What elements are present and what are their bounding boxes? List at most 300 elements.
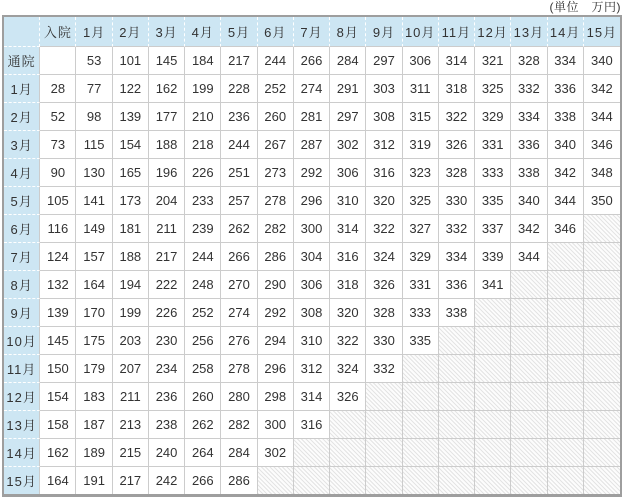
- value-cell: 342: [584, 75, 620, 103]
- value-cell: 286: [258, 243, 294, 271]
- row-header: 4月: [4, 159, 40, 187]
- value-cell: 312: [366, 131, 402, 159]
- empty-cell: [548, 411, 584, 439]
- value-cell: 98: [76, 103, 112, 131]
- value-cell: 252: [185, 299, 221, 327]
- value-cell: 188: [113, 243, 149, 271]
- value-cell: 315: [403, 103, 439, 131]
- value-cell: 330: [366, 327, 402, 355]
- table-head: [4, 17, 620, 47]
- value-cell: 217: [149, 243, 185, 271]
- value-cell: 162: [40, 439, 76, 467]
- value-cell: 28: [40, 75, 76, 103]
- col-header: 9月: [366, 17, 402, 47]
- value-cell: 73: [40, 131, 76, 159]
- value-cell: 211: [113, 383, 149, 411]
- row-header: 13月: [4, 411, 40, 439]
- empty-cell: [548, 243, 584, 271]
- value-cell: 332: [439, 215, 475, 243]
- table-row: [4, 187, 620, 215]
- empty-cell: [258, 467, 294, 494]
- value-cell: 340: [584, 47, 620, 75]
- value-cell: 282: [221, 411, 257, 439]
- empty-cell: [584, 215, 620, 243]
- value-cell: 266: [185, 467, 221, 494]
- value-cell: 341: [475, 271, 511, 299]
- empty-cell: [403, 355, 439, 383]
- value-cell: 291: [330, 75, 366, 103]
- value-cell: 304: [294, 243, 330, 271]
- value-cell: 323: [403, 159, 439, 187]
- row-header: 2月: [4, 103, 40, 131]
- value-cell: 318: [330, 271, 366, 299]
- empty-cell: [511, 411, 547, 439]
- value-cell: 149: [76, 215, 112, 243]
- empty-cell: [511, 383, 547, 411]
- row-header: 10月: [4, 327, 40, 355]
- value-cell: 258: [185, 355, 221, 383]
- empty-cell: [439, 355, 475, 383]
- empty-cell: [403, 411, 439, 439]
- value-cell: 300: [294, 215, 330, 243]
- value-cell: 266: [294, 47, 330, 75]
- table-row: [4, 439, 620, 467]
- value-cell: 284: [221, 439, 257, 467]
- col-header: 1月: [76, 17, 112, 47]
- value-cell: 257: [221, 187, 257, 215]
- value-cell: 244: [221, 131, 257, 159]
- value-cell: 188: [149, 131, 185, 159]
- value-cell: 132: [40, 271, 76, 299]
- col-header: 15月: [584, 17, 620, 47]
- empty-cell: [584, 467, 620, 494]
- empty-cell: [475, 411, 511, 439]
- value-cell: 242: [149, 467, 185, 494]
- value-cell: 274: [294, 75, 330, 103]
- empty-cell: [330, 439, 366, 467]
- value-cell: 338: [439, 299, 475, 327]
- value-cell: 326: [330, 383, 366, 411]
- value-cell: 344: [511, 243, 547, 271]
- empty-cell: [475, 467, 511, 494]
- value-cell: 145: [149, 47, 185, 75]
- col-header: 5月: [221, 17, 257, 47]
- value-cell: 262: [221, 215, 257, 243]
- value-cell: 211: [149, 215, 185, 243]
- empty-cell: [294, 439, 330, 467]
- value-cell: 296: [258, 355, 294, 383]
- empty-cell: [439, 411, 475, 439]
- value-cell: 52: [40, 103, 76, 131]
- empty-cell: [475, 383, 511, 411]
- value-cell: 157: [76, 243, 112, 271]
- table-row: [4, 383, 620, 411]
- value-cell: 346: [548, 215, 584, 243]
- value-cell: 308: [294, 299, 330, 327]
- value-cell: 233: [185, 187, 221, 215]
- value-cell: 348: [584, 159, 620, 187]
- empty-cell: [511, 439, 547, 467]
- empty-cell: [548, 467, 584, 494]
- value-cell: 325: [403, 187, 439, 215]
- value-cell: 336: [511, 131, 547, 159]
- value-cell: 314: [439, 47, 475, 75]
- value-cell: 162: [149, 75, 185, 103]
- value-cell: 222: [149, 271, 185, 299]
- value-cell: 339: [475, 243, 511, 271]
- value-cell: 154: [40, 383, 76, 411]
- empty-cell: [548, 327, 584, 355]
- value-cell: 302: [330, 131, 366, 159]
- value-cell: 320: [330, 299, 366, 327]
- row-header: 6月: [4, 215, 40, 243]
- value-cell: 316: [294, 411, 330, 439]
- value-cell: 154: [113, 131, 149, 159]
- empty-cell: [548, 299, 584, 327]
- empty-cell: [439, 467, 475, 494]
- value-cell: 101: [113, 47, 149, 75]
- empty-cell: [548, 271, 584, 299]
- value-cell: 244: [185, 243, 221, 271]
- empty-cell: [584, 299, 620, 327]
- value-cell: 203: [113, 327, 149, 355]
- value-cell: 240: [149, 439, 185, 467]
- value-cell: 310: [294, 327, 330, 355]
- value-cell: 238: [149, 411, 185, 439]
- empty-cell: [511, 271, 547, 299]
- value-cell: 273: [258, 159, 294, 187]
- value-cell: 236: [149, 383, 185, 411]
- table-row: [4, 467, 620, 494]
- value-cell: 218: [185, 131, 221, 159]
- value-cell: 337: [475, 215, 511, 243]
- unit-label: (単位 万円): [549, 0, 621, 14]
- value-cell: 344: [584, 103, 620, 131]
- value-cell: 311: [403, 75, 439, 103]
- value-cell: 183: [76, 383, 112, 411]
- value-cell: 141: [76, 187, 112, 215]
- table-row: [4, 327, 620, 355]
- value-cell: 281: [294, 103, 330, 131]
- value-cell: 90: [40, 159, 76, 187]
- value-cell: 77: [76, 75, 112, 103]
- value-cell: 298: [258, 383, 294, 411]
- col-header: 12月: [475, 17, 511, 47]
- corner-cell: [4, 17, 40, 47]
- value-cell: 145: [40, 327, 76, 355]
- row-header: 14月: [4, 439, 40, 467]
- value-cell: 251: [221, 159, 257, 187]
- row-header: 8月: [4, 271, 40, 299]
- value-cell: 329: [403, 243, 439, 271]
- value-cell: 320: [366, 187, 402, 215]
- value-cell: 164: [76, 271, 112, 299]
- value-cell: 53: [76, 47, 112, 75]
- table-row: [4, 131, 620, 159]
- value-cell: 278: [221, 355, 257, 383]
- empty-cell: [403, 439, 439, 467]
- row-header: 5月: [4, 187, 40, 215]
- value-cell: 226: [149, 299, 185, 327]
- table-row: [4, 299, 620, 327]
- value-cell: 191: [76, 467, 112, 494]
- value-cell: 336: [548, 75, 584, 103]
- col-header: 11月: [439, 17, 475, 47]
- value-cell: 297: [366, 47, 402, 75]
- empty-cell: [584, 355, 620, 383]
- value-cell: 122: [113, 75, 149, 103]
- value-cell: 296: [294, 187, 330, 215]
- empty-cell: [584, 411, 620, 439]
- col-header: 7月: [294, 17, 330, 47]
- value-cell: 297: [330, 103, 366, 131]
- value-cell: 336: [439, 271, 475, 299]
- empty-cell: [548, 383, 584, 411]
- empty-cell: [511, 355, 547, 383]
- value-cell: 302: [258, 439, 294, 467]
- value-cell: 181: [113, 215, 149, 243]
- empty-cell: [475, 355, 511, 383]
- col-header: 13月: [511, 17, 547, 47]
- value-cell: 324: [330, 355, 366, 383]
- value-cell: 139: [40, 299, 76, 327]
- value-cell: 173: [113, 187, 149, 215]
- table-row: [4, 411, 620, 439]
- value-cell: 314: [294, 383, 330, 411]
- value-cell: 256: [185, 327, 221, 355]
- table-row: [4, 243, 620, 271]
- empty-cell: [366, 467, 402, 494]
- value-cell: 278: [258, 187, 294, 215]
- value-cell: 164: [40, 467, 76, 494]
- value-cell: 306: [403, 47, 439, 75]
- value-cell: 335: [403, 327, 439, 355]
- empty-cell: [511, 327, 547, 355]
- value-cell: 303: [366, 75, 402, 103]
- value-cell: 300: [258, 411, 294, 439]
- value-cell: 217: [221, 47, 257, 75]
- table-row: [4, 75, 620, 103]
- value-cell: 326: [439, 131, 475, 159]
- row-header: 1月: [4, 75, 40, 103]
- empty-cell: [548, 355, 584, 383]
- row-header: 3月: [4, 131, 40, 159]
- value-cell: 177: [149, 103, 185, 131]
- empty-cell: [439, 439, 475, 467]
- empty-cell: [475, 439, 511, 467]
- value-cell: 165: [113, 159, 149, 187]
- value-cell: 324: [366, 243, 402, 271]
- empty-cell: [548, 439, 584, 467]
- table-row: [4, 271, 620, 299]
- value-cell: 327: [403, 215, 439, 243]
- value-cell: 262: [185, 411, 221, 439]
- value-cell: 318: [439, 75, 475, 103]
- value-cell: 334: [439, 243, 475, 271]
- value-cell: 333: [403, 299, 439, 327]
- value-cell: 340: [511, 187, 547, 215]
- value-cell: 331: [403, 271, 439, 299]
- value-cell: 294: [258, 327, 294, 355]
- blank-cell: [40, 47, 76, 75]
- value-cell: 179: [76, 355, 112, 383]
- value-cell: 187: [76, 411, 112, 439]
- empty-cell: [584, 243, 620, 271]
- value-cell: 316: [366, 159, 402, 187]
- row-header: 15月: [4, 467, 40, 494]
- value-cell: 328: [511, 47, 547, 75]
- value-cell: 308: [366, 103, 402, 131]
- value-cell: 276: [221, 327, 257, 355]
- col-header: 14月: [548, 17, 584, 47]
- value-cell: 130: [76, 159, 112, 187]
- value-cell: 342: [548, 159, 584, 187]
- value-cell: 342: [511, 215, 547, 243]
- value-cell: 322: [330, 327, 366, 355]
- value-cell: 306: [294, 271, 330, 299]
- col-header: 10月: [403, 17, 439, 47]
- empty-cell: [366, 383, 402, 411]
- value-cell: 335: [475, 187, 511, 215]
- value-cell: 287: [294, 131, 330, 159]
- hospitalization-outpatient-compensation-table: [2, 15, 622, 497]
- value-cell: 230: [149, 327, 185, 355]
- value-cell: 319: [403, 131, 439, 159]
- value-cell: 292: [294, 159, 330, 187]
- table-body: [4, 47, 620, 494]
- table-row: [4, 355, 620, 383]
- value-cell: 170: [76, 299, 112, 327]
- value-cell: 350: [584, 187, 620, 215]
- col-header: 4月: [185, 17, 221, 47]
- empty-cell: [330, 411, 366, 439]
- row-header: 12月: [4, 383, 40, 411]
- empty-cell: [584, 327, 620, 355]
- value-cell: 124: [40, 243, 76, 271]
- value-cell: 330: [439, 187, 475, 215]
- value-cell: 340: [548, 131, 584, 159]
- value-cell: 150: [40, 355, 76, 383]
- value-cell: 189: [76, 439, 112, 467]
- col-header: 8月: [330, 17, 366, 47]
- value-cell: 331: [475, 131, 511, 159]
- header-row: [4, 17, 620, 47]
- value-cell: 264: [185, 439, 221, 467]
- table-row: [4, 47, 620, 75]
- value-cell: 306: [330, 159, 366, 187]
- empty-cell: [584, 383, 620, 411]
- col-header: 3月: [149, 17, 185, 47]
- empty-cell: [366, 411, 402, 439]
- value-cell: 316: [330, 243, 366, 271]
- table-row: [4, 103, 620, 131]
- empty-cell: [366, 439, 402, 467]
- value-cell: 310: [330, 187, 366, 215]
- value-cell: 213: [113, 411, 149, 439]
- value-cell: 333: [475, 159, 511, 187]
- value-cell: 207: [113, 355, 149, 383]
- value-cell: 239: [185, 215, 221, 243]
- value-cell: 248: [185, 271, 221, 299]
- value-cell: 280: [221, 383, 257, 411]
- value-cell: 266: [221, 243, 257, 271]
- value-cell: 334: [548, 47, 584, 75]
- col-header: 6月: [258, 17, 294, 47]
- value-cell: 184: [185, 47, 221, 75]
- value-cell: 158: [40, 411, 76, 439]
- empty-cell: [511, 299, 547, 327]
- value-cell: 199: [113, 299, 149, 327]
- value-cell: 328: [439, 159, 475, 187]
- col-header: 入院: [40, 17, 76, 47]
- empty-cell: [403, 467, 439, 494]
- value-cell: 105: [40, 187, 76, 215]
- col-header: 2月: [113, 17, 149, 47]
- value-cell: 326: [366, 271, 402, 299]
- value-cell: 322: [366, 215, 402, 243]
- value-cell: 260: [258, 103, 294, 131]
- value-cell: 234: [149, 355, 185, 383]
- value-cell: 332: [366, 355, 402, 383]
- value-cell: 274: [221, 299, 257, 327]
- value-cell: 196: [149, 159, 185, 187]
- empty-cell: [439, 327, 475, 355]
- value-cell: 328: [366, 299, 402, 327]
- value-cell: 204: [149, 187, 185, 215]
- value-cell: 260: [185, 383, 221, 411]
- row-header: 11月: [4, 355, 40, 383]
- empty-cell: [511, 467, 547, 494]
- value-cell: 290: [258, 271, 294, 299]
- value-cell: 267: [258, 131, 294, 159]
- value-cell: 252: [258, 75, 294, 103]
- empty-cell: [330, 467, 366, 494]
- value-cell: 282: [258, 215, 294, 243]
- empty-cell: [475, 327, 511, 355]
- value-cell: 215: [113, 439, 149, 467]
- value-cell: 175: [76, 327, 112, 355]
- value-cell: 284: [330, 47, 366, 75]
- table-row: [4, 215, 620, 243]
- empty-cell: [475, 299, 511, 327]
- value-cell: 226: [185, 159, 221, 187]
- value-cell: 228: [221, 75, 257, 103]
- empty-cell: [403, 383, 439, 411]
- value-cell: 332: [511, 75, 547, 103]
- value-cell: 338: [511, 159, 547, 187]
- value-cell: 338: [548, 103, 584, 131]
- value-cell: 244: [258, 47, 294, 75]
- empty-cell: [584, 439, 620, 467]
- value-cell: 344: [548, 187, 584, 215]
- value-cell: 334: [511, 103, 547, 131]
- value-cell: 314: [330, 215, 366, 243]
- value-cell: 286: [221, 467, 257, 494]
- value-cell: 321: [475, 47, 511, 75]
- empty-cell: [439, 383, 475, 411]
- empty-cell: [584, 271, 620, 299]
- empty-cell: [294, 467, 330, 494]
- value-cell: 292: [258, 299, 294, 327]
- value-cell: 210: [185, 103, 221, 131]
- row-header: 7月: [4, 243, 40, 271]
- value-cell: 236: [221, 103, 257, 131]
- value-cell: 115: [76, 131, 112, 159]
- value-cell: 217: [113, 467, 149, 494]
- row-header: 9月: [4, 299, 40, 327]
- value-cell: 325: [475, 75, 511, 103]
- table-row: [4, 159, 620, 187]
